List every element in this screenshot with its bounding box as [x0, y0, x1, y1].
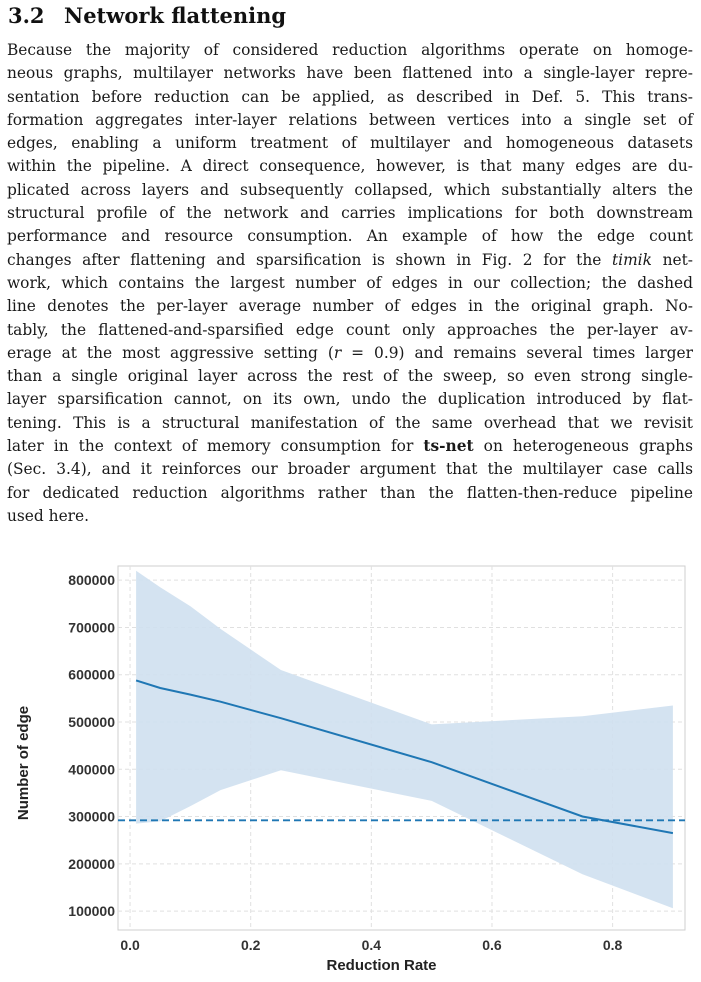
edge-count-chart: [0, 553, 701, 977]
line-text: for dedicated reduction algorithms rather than the flatten-then-reduce pipeline: [7, 484, 693, 502]
section-number: 3.2: [8, 2, 64, 30]
paragraph-line: [7, 435, 693, 458]
paragraph-line: [7, 249, 693, 272]
section-heading: [8, 2, 698, 30]
paragraph-line: [7, 505, 693, 528]
paragraph-line: [7, 225, 693, 248]
paragraph-line: [7, 155, 693, 178]
x-tick-label: 0.8: [603, 937, 623, 953]
line-text: neous graphs, multilayer networks have been flattened into a single-layer repre-: [7, 64, 693, 82]
paragraph-line: [7, 109, 693, 132]
y-tick-label: 700000: [68, 619, 115, 635]
x-tick-label: 0.4: [362, 937, 382, 953]
y-tick-label: 200000: [68, 856, 115, 872]
paragraph-line: [7, 62, 693, 85]
inline-term: timik: [612, 251, 652, 269]
paragraph-line: [7, 365, 693, 388]
paragraph-line: [7, 458, 693, 481]
paragraph-line: [7, 132, 693, 155]
paragraph-line: [7, 412, 693, 435]
method-name: ts-net: [423, 437, 473, 455]
line-text: sentation before reduction can be applied, as described in Def. 5. This trans-: [7, 88, 693, 106]
line-text: Because the majority of considered reduction algorithms operate on homoge-: [7, 41, 693, 59]
line-text: plicated across layers and subsequently collapsed, which substantially alters the: [7, 181, 693, 199]
y-tick-label: 300000: [68, 809, 115, 825]
paragraph-line: [7, 202, 693, 225]
line-text: structural profile of the network and carries implications for both downstream: [7, 204, 693, 222]
x-tick-label: 0.6: [482, 937, 502, 953]
paragraph-line: [7, 39, 693, 62]
paragraph-line: [7, 86, 693, 109]
line-text: within the pipeline. A direct consequence, however, is that many edges are du-: [7, 157, 693, 175]
x-tick-label: 0.0: [120, 937, 140, 953]
paragraph-line: [7, 295, 693, 318]
line-text: used here.: [7, 507, 89, 525]
y-axis-label: Number of edge: [15, 706, 32, 820]
paragraph-line: [7, 272, 693, 295]
line-text: edges, enabling a uniform treatment of multilayer and homogeneous datasets: [7, 134, 693, 152]
line-text: = 0.9) and remains several times larger: [341, 344, 693, 362]
y-tick-label: 400000: [68, 761, 115, 777]
paragraph-line: [7, 388, 693, 411]
line-text: tening. This is a structural manifestation of the same overhead that we revisit: [7, 414, 693, 432]
paragraph-line: [7, 319, 693, 342]
inline-term: r: [334, 344, 341, 362]
line-text: later in the context of memory consumption for: [7, 437, 423, 455]
line-text: net-: [652, 251, 693, 269]
line-text: on heterogeneous graphs: [474, 437, 693, 455]
paragraph-line: [7, 342, 693, 365]
figure-edge-count: [0, 553, 701, 977]
line-text: formation aggregates inter-layer relations between vertices into a single set of: [7, 111, 693, 129]
body-paragraph: [7, 39, 693, 528]
x-axis-label: Reduction Rate: [326, 957, 436, 974]
line-text: work, which contains the largest number of edges in our collection; the dashed: [7, 274, 693, 292]
x-tick-label: 0.2: [241, 937, 261, 953]
line-text: tably, the flattened-and-sparsified edge count only approaches the per-layer av-: [7, 321, 693, 339]
line-text: changes after flattening and sparsification is shown in Fig. 2 for the: [7, 251, 612, 269]
paragraph-line: [7, 179, 693, 202]
line-text: line denotes the per-layer average number of edges in the original graph. No-: [7, 297, 693, 315]
y-tick-label: 100000: [68, 903, 115, 919]
line-text: (Sec. 3.4), and it reinforces our broader argument that the multilayer case calls: [7, 460, 693, 478]
line-text: performance and resource consumption. An example of how the edge count: [7, 227, 693, 245]
y-tick-label: 500000: [68, 714, 115, 730]
y-tick-label: 600000: [68, 667, 115, 683]
line-text: erage at the most aggressive setting (: [7, 344, 334, 362]
line-text: layer sparsification cannot, on its own, undo the duplication introduced by flat-: [7, 390, 693, 408]
section-title: Network flattening: [64, 3, 286, 28]
paragraph-line: [7, 482, 693, 505]
line-text: than a single original layer across the rest of the sweep, so even strong single-: [7, 367, 693, 385]
y-tick-label: 800000: [68, 572, 115, 588]
